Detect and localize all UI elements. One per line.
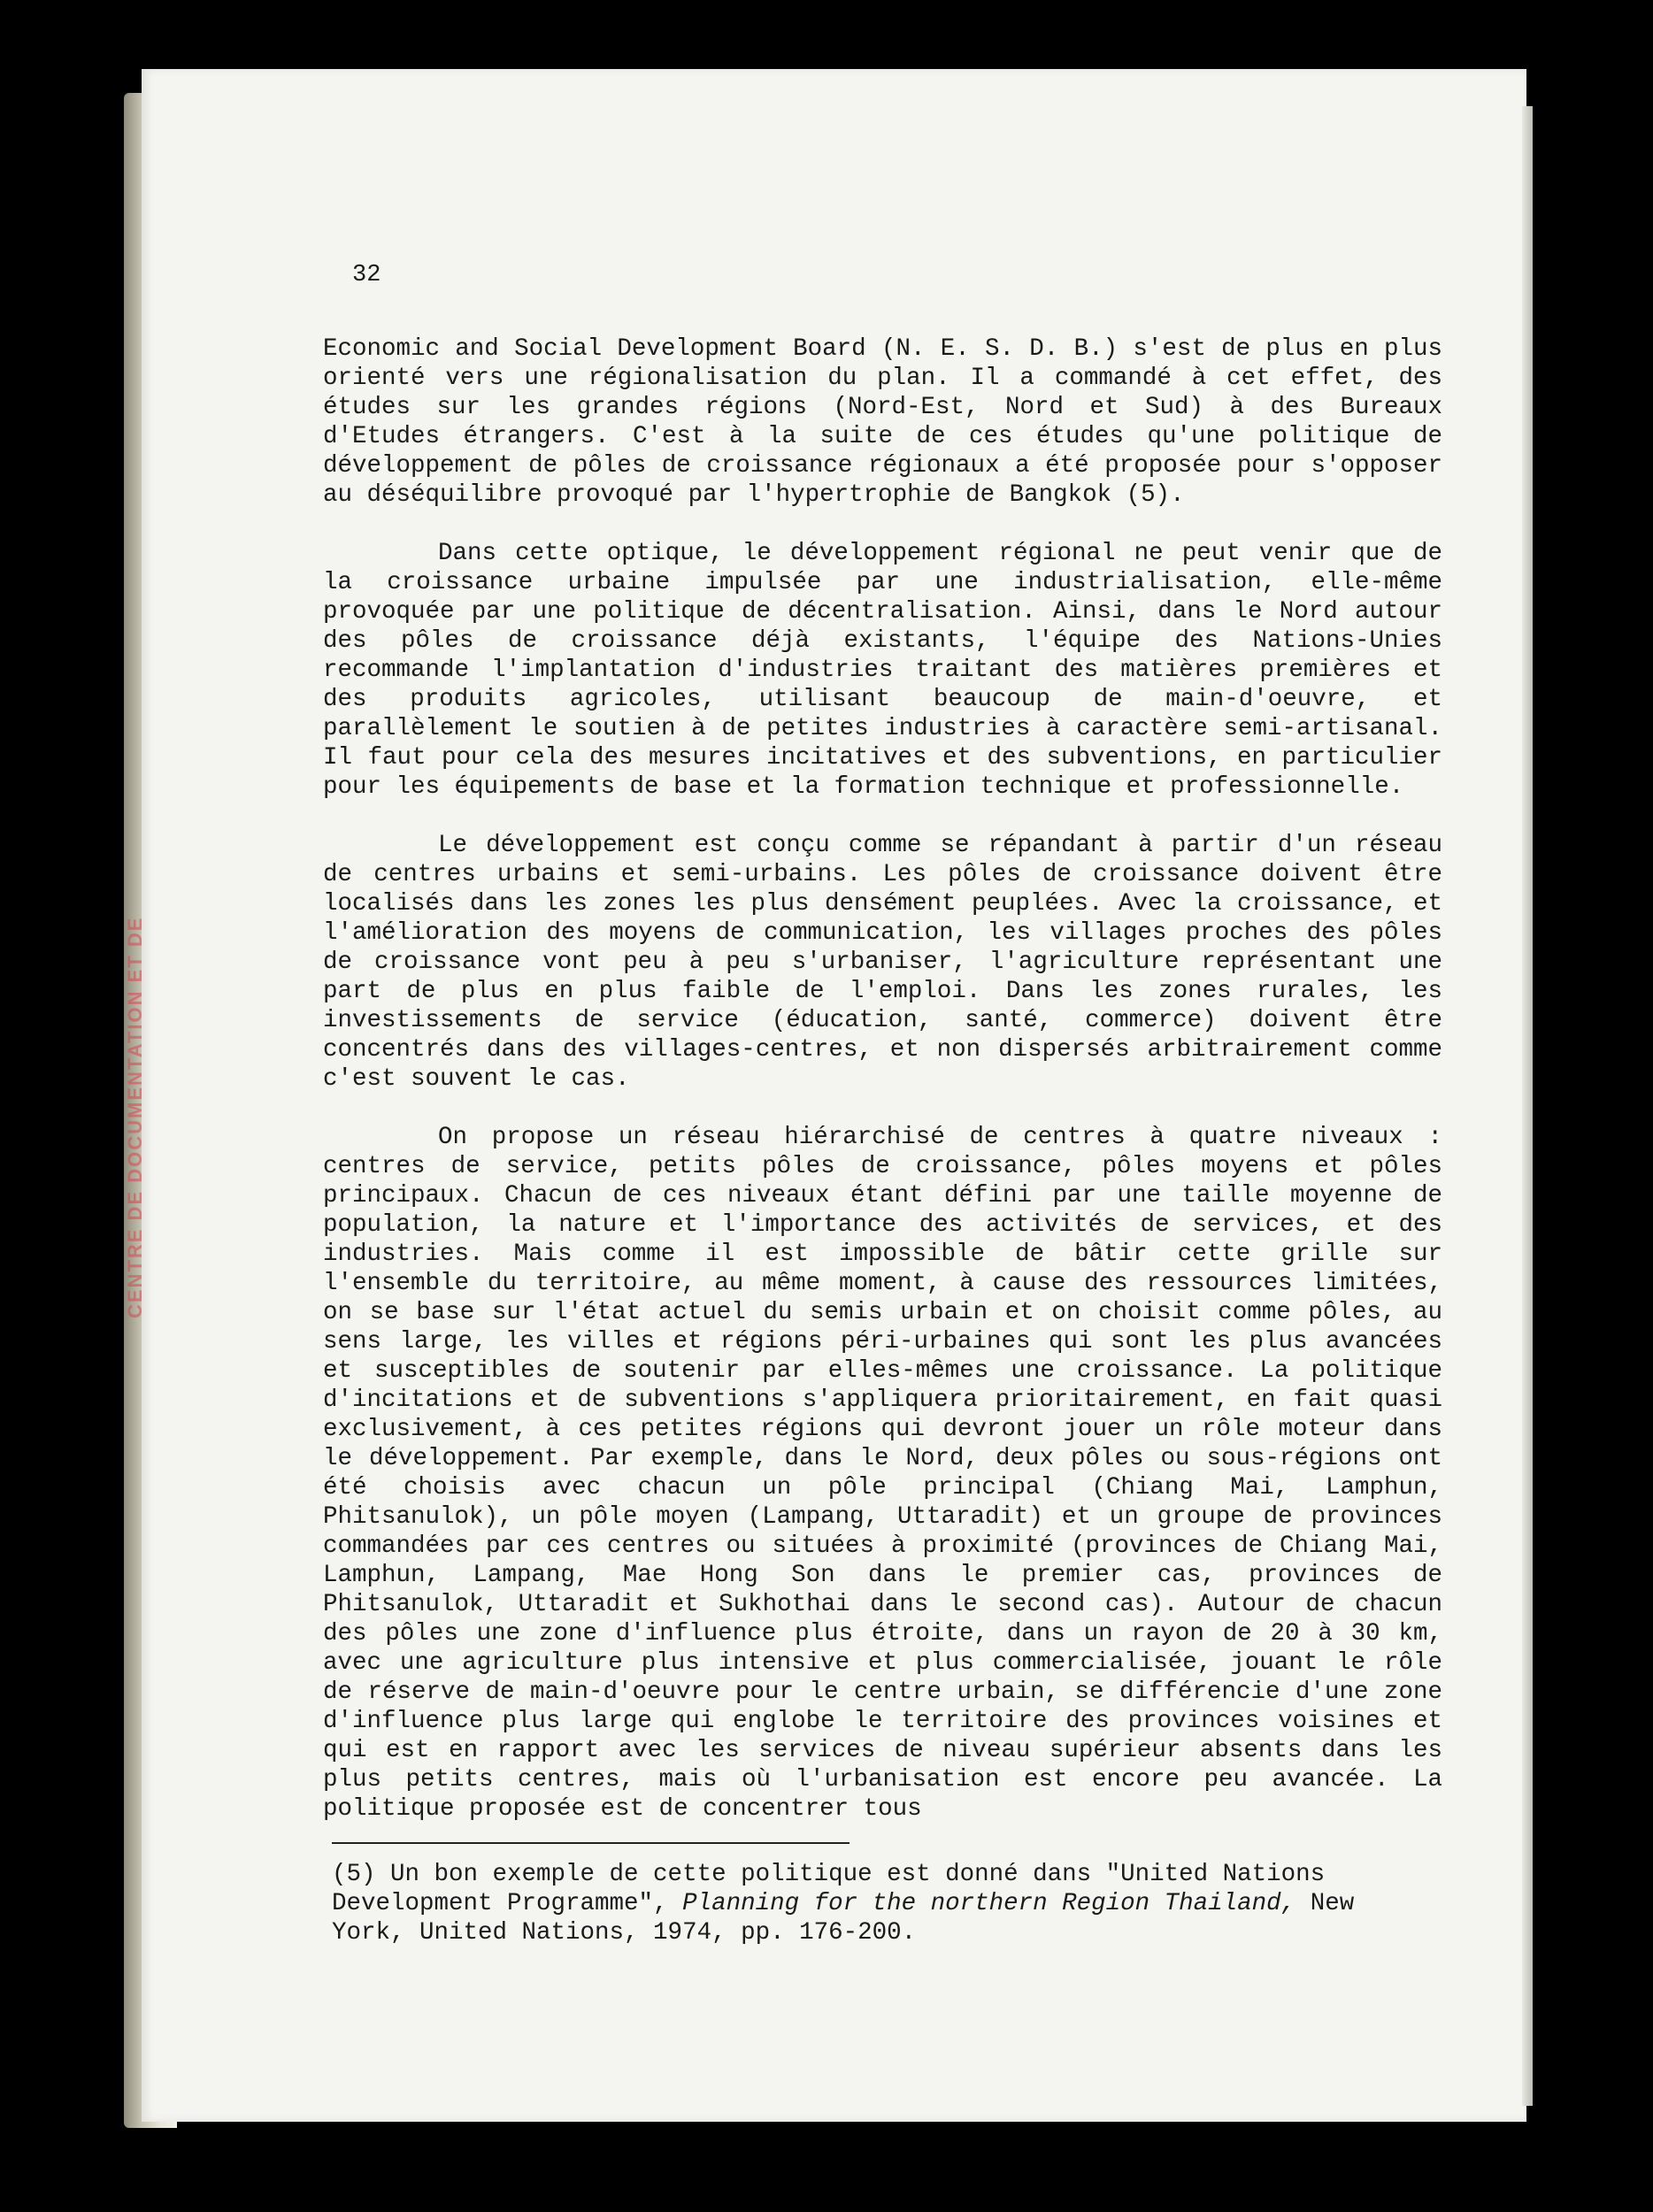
paragraph-3: Le développement est conçu comme se répandant à partir d'un réseau de centres urbains et semi-urbains. Les pôles de croissance doivent être localisés dans les zones les plus densément peuplées. Avec la croissance, et l'amélioration des moyens de communication, les villages proches des pôles de croissance vont peu à peu s'urbaniser, l'agriculture représentant une part de plus en plus faible de l'emploi. Dans les zones rurales, les investissements de service (éducation, santé, commerce) doivent être concentrés dans des villages-centres, et non dispersés arbitrairement comme c'est souvent le cas.: [323, 832, 1442, 1093]
footnote-lead: (5) Un bon exemple de cette politique est donné dans "United Nations Development Programme",: [332, 1861, 1326, 1917]
paragraph-1: Economic and Social Development Board (N. E. S. D. B.) s'est de plus en plus orienté vers une régionalisation du plan. Il a commandé à cet effet, des études sur les grandes régions (Nord-Est, Nord et Sud) à des Bureaux d'Etudes étrangers. C'est à la suite de ces études qu'une politique de développement de pôles de croissance régionaux a été proposée pour s'opposer au déséquilibre provoqué par l'hypertrophie de Bangkok (5).: [323, 335, 1442, 509]
footnote: [332, 1860, 1429, 1947]
paragraph-4: On propose un réseau hiérarchisé de centres à quatre niveaux : centres de service, petits pôles de croissance, pôles moyens et pôles principaux. Chacun de ces niveaux étant défini par une taille moyenne de population, la nature et l'importance des activités de services, et des industries. Mais comme il est impossible de bâtir cette grille sur l'ensemble du territoire, au même moment, à cause des ressources limitées, on se base sur l'état actuel du semis urbain et on choisit comme pôles, au sens large, les villes et régions péri-urbaines qui sont les plus avancées et susceptibles de soutenir par elles-mêmes une croissance. La politique d'incitations et de subventions s'appliquera prioritairement, en fait quasi exclusivement, à ces petites régions qui devront jouer un rôle moteur dans le développement. Par exemple, dans le Nord, deux pôles ou sous-régions ont été choisis avec chacun un pôle principal (Chiang Mai, Lamphun, Phitsanulok), un pôle moyen (Lampang, Uttaradit) et un groupe de provinces commandées par ces centres ou situées à proximité (provinces de Chiang Mai, Lamphun, Lampang, Mae Hong Son dans le premier cas, provinces de Phitsanulok, Uttaradit et Sukhothai dans le second cas). Autour de chacun des pôles une zone d'influence plus étroite, dans un rayon de 20 à 30 km, avec une agriculture plus intensive et plus commercialisée, jouant le rôle de réserve de main-d'oeuvre pour le centre urbain, se différencie d'une zone d'influence plus large qui englobe le territoire des provinces voisines et qui est en rapport avec les services de niveau supérieur absents dans les plus petits centres, mais où l'urbanisation est encore peu avancée. La politique proposée est de concentrer tous: [323, 1124, 1442, 1823]
page-right-edge: [1522, 106, 1533, 2106]
body-text: [323, 334, 1442, 1853]
footnote-tail: New York, United Nations, 1974, pp. 176-200.: [332, 1890, 1355, 1947]
page-number: 32: [352, 262, 381, 288]
footnote-divider: [332, 1842, 850, 1844]
library-stamp: CENTRE DE DOCUMENTATION ET DE: [124, 916, 146, 1318]
footnote-title: Planning for the northern Region Thailand,: [682, 1890, 1296, 1917]
paragraph-2: Dans cette optique, le développement régional ne peut venir que de la croissance urbaine impulsée par une industrialisation, elle-même provoquée par une politique de décentralisation. Ainsi, dans le Nord autour des pôles de croissance déjà existants, l'équipe des Nations-Unies recommande l'implantation d'industries traitant des matières premières et des produits agricoles, utilisant beaucoup de main-d'oeuvre, et parallèlement le soutien à de petites industries à caractère semi-artisanal. Il faut pour cela des mesures incitatives et des subventions, en particulier pour les équipements de base et la formation technique et professionnelle.: [323, 540, 1442, 801]
